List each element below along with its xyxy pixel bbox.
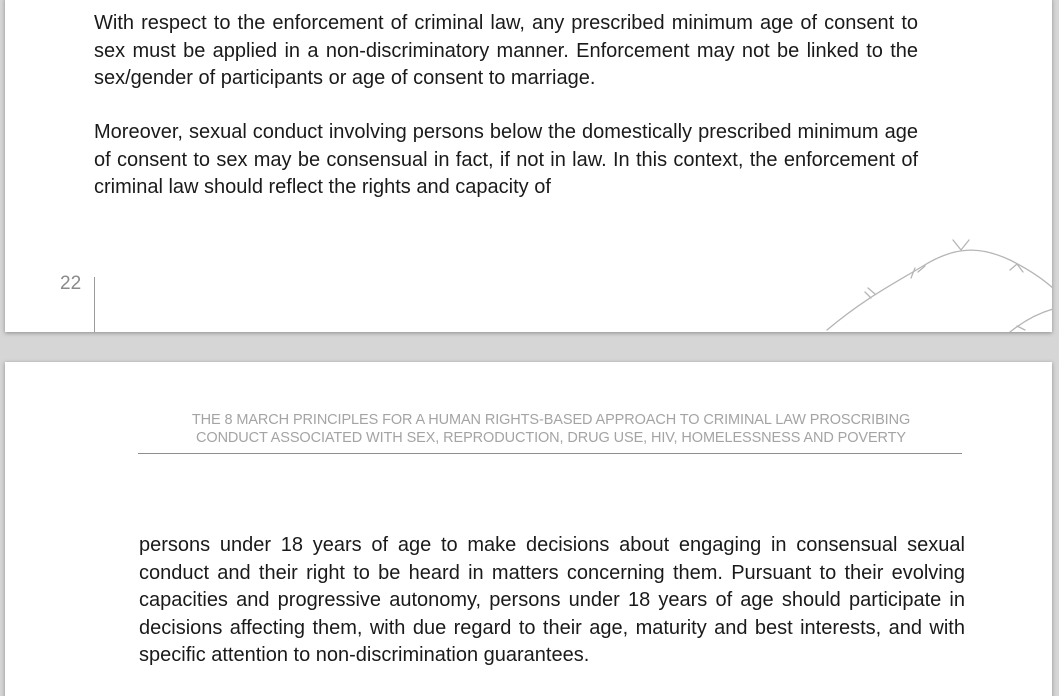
page-22 [5, 0, 1052, 332]
body-paragraph: Moreover, sexual conduct involving persons below the domestically prescribed minimum age of consent to sex may be consensual in fact, if not in law. In this context, the enforcement of criminal law should reflect the rights and capacity of [94, 121, 918, 198]
body-paragraph: With respect to the enforcement of criminal law, any prescribed minimum age of consent to sex must be applied in a non-discriminatory manner. Enforcement may not be linked to the sex/gender of participants or age of consent to marriage. [94, 12, 918, 89]
body-paragraph: persons under 18 years of age to make decisions about engaging in consensual sexual conduct and their right to be heard in matters concerning them. Pursuant to their evolving capacities and progressive autonomy, persons under 18 years of age should participate in decisions affecting them, with due regard to their age, maturity and best interests, and with specific attention to non-discrimination guarantees. [139, 534, 965, 666]
header-rule [138, 453, 962, 454]
running-header [139, 411, 963, 447]
page-number: 22 [60, 273, 82, 294]
margin-rule [94, 277, 95, 332]
barbed-wire-icon [805, 228, 1052, 332]
running-header-line: CONDUCT ASSOCIATED WITH SEX, REPRODUCTION, DRUG USE, HIV, HOMELESSNESS AND POVERTY [196, 430, 906, 446]
running-header-line: THE 8 MARCH PRINCIPLES FOR A HUMAN RIGHTS-BASED APPROACH TO CRIMINAL LAW PROSCRIBING [191, 412, 911, 428]
page-23 [5, 362, 1052, 696]
